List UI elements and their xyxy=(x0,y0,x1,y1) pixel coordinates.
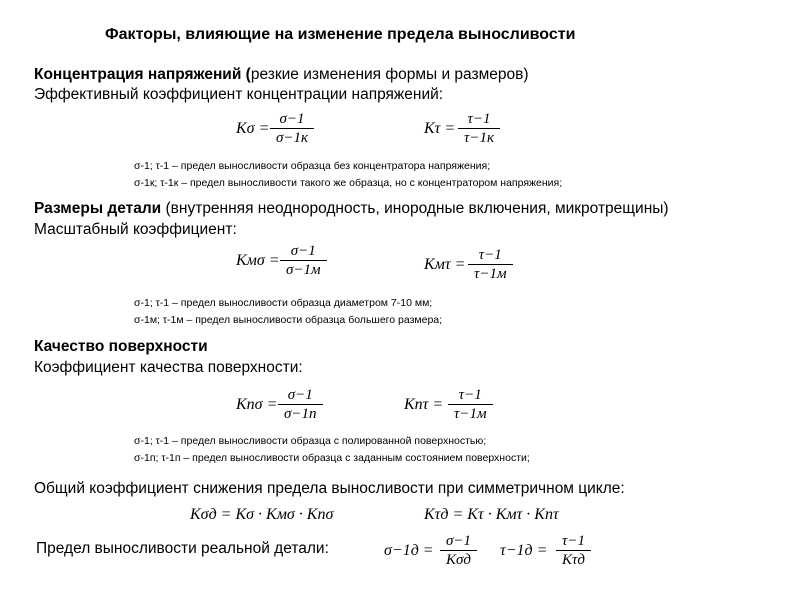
section-size-heading xyxy=(34,200,669,218)
fraction-denominator: τ−1к xyxy=(464,130,495,146)
formula-kp-sigma-lhs: Kпσ = xyxy=(236,396,278,413)
fraction-denominator: σ−1м xyxy=(286,262,321,278)
formula-km-sigma-fraction xyxy=(280,242,327,279)
heading-bold: Размеры детали xyxy=(34,200,162,217)
fraction-numerator: σ−1 xyxy=(287,387,313,403)
fraction-numerator: τ−1 xyxy=(478,247,502,263)
formula-km-tau-lhs: Kмτ = xyxy=(424,256,466,273)
total-coefficient-line: Общий коэффициент снижения предела выносливости при симметричном цикле: xyxy=(34,480,625,497)
note-size-2: σ-1м; τ-1м – предел выносливости образца большего размера; xyxy=(134,314,443,326)
section-surface-heading: Качество поверхности xyxy=(34,338,208,355)
formula-k-tau-lhs: Kτ = xyxy=(424,120,456,137)
note-size-1: σ-1; τ-1 – предел выносливости образца диаметром 7-10 мм; xyxy=(134,297,433,309)
heading-rest: (внутренняя неоднородность, инородные включения, микротрещины) xyxy=(161,200,669,217)
note-concentration-1: σ-1; τ-1 – предел выносливости образца без концентратора напряжения; xyxy=(134,160,491,172)
fraction-denominator: σ−1п xyxy=(284,406,317,422)
fraction-denominator: σ−1к xyxy=(276,130,309,146)
heading-bold: Концентрация напряжений ( xyxy=(34,66,251,83)
fraction-denominator: Kσд xyxy=(446,552,472,568)
note-concentration-2: σ-1к; τ-1к – предел выносливости такого же образца, но с концентратором напряжения; xyxy=(134,177,563,189)
note-surface-1: σ-1; τ-1 – предел выносливости образца с полированной поверхностью; xyxy=(134,435,487,447)
formula-km-tau-fraction xyxy=(468,246,513,283)
formula-kp-sigma-fraction xyxy=(278,386,323,423)
note-surface-2: σ-1п; τ-1п – предел выносливости образца с заданным состоянием поверхности; xyxy=(134,452,530,464)
formula-tau-1d-lhs: τ−1д = xyxy=(500,542,548,559)
fraction-numerator: σ−1 xyxy=(446,533,472,549)
fraction-denominator: τ−1м xyxy=(474,266,507,282)
fraction-numerator: τ−1 xyxy=(562,533,585,549)
formula-k-tau-d: Kτд = Kτ · Kмτ · Kпτ xyxy=(424,506,559,523)
fraction-numerator: τ−1 xyxy=(467,111,491,127)
fraction-numerator: σ−1 xyxy=(279,111,305,127)
real-part-limit-line: Предел выносливости реальной детали: xyxy=(36,540,329,557)
fraction-numerator: τ−1 xyxy=(458,387,482,403)
formula-sigma-1d-lhs: σ−1д = xyxy=(384,542,434,559)
formula-kp-tau-fraction xyxy=(448,386,493,423)
formula-sigma-1d-fraction xyxy=(440,532,477,569)
section-concentration-subtitle: Эффективный коэффициент концентрации напряжений: xyxy=(34,86,444,103)
page-title: Факторы, влияющие на изменение предела выносливости xyxy=(105,26,576,43)
section-surface-subtitle: Коэффициент качества поверхности: xyxy=(34,359,303,376)
fraction-denominator: τ−1м xyxy=(454,406,487,422)
fraction-numerator: σ−1 xyxy=(290,243,316,259)
formula-k-sigma-fraction xyxy=(270,110,314,147)
formula-kp-tau-lhs: Kпτ = xyxy=(404,396,444,413)
heading-rest: резкие изменения формы и размеров) xyxy=(250,66,529,83)
section-size-subtitle: Масштабный коэффициент: xyxy=(34,221,237,238)
formula-k-sigma-d: Kσд = Kσ · Kмσ · Kпσ xyxy=(190,506,334,523)
formula-k-sigma-lhs: Kσ = xyxy=(236,120,270,137)
formula-k-tau-fraction xyxy=(458,110,500,147)
formula-km-sigma-lhs: Kмσ = xyxy=(236,252,280,269)
formula-tau-1d-fraction xyxy=(556,532,591,569)
section-concentration-heading xyxy=(34,66,529,84)
fraction-denominator: Kτд xyxy=(562,552,585,568)
